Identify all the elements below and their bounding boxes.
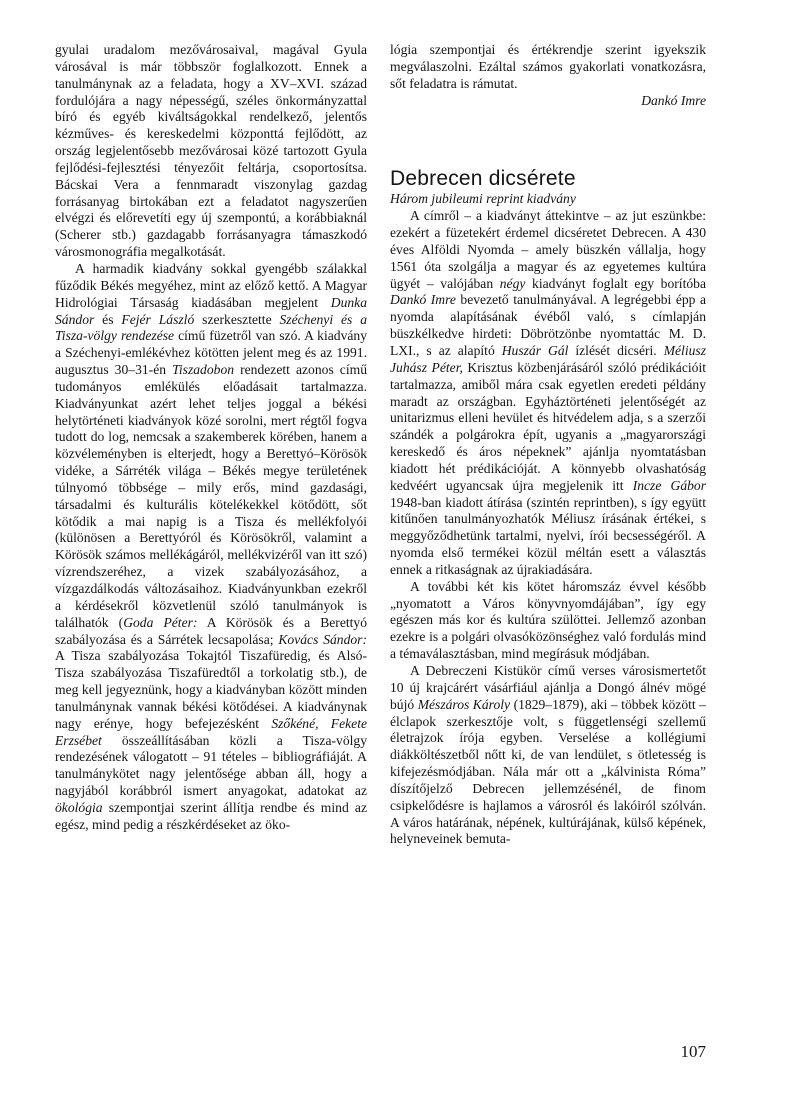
- paragraph-continuation: lógia szempontjai és értékrendje szerint igyekszik megválaszolni. Ezáltal számos gyakorlati vonatkozásra, sőt feladatra is rámutat.: [390, 42, 706, 91]
- article-heading: Debrecen dicsérete: [390, 167, 576, 191]
- paragraph-tovabbi: A további két kis kötet háromszáz évvel később „nyomatott a Város könyvnyomdájában”, így egy egészen más kor és kultúra szülöttei. Jellemző azonban ezekre is a polgári olvasóközönséghez való fordulás mind a témaválasztásban, mind megírásuk módjában.: [390, 578, 706, 662]
- paragraph-tisza-volgy: A harmadik kiadvány sokkal gyengébb szálakkal fűződik Békés megyéhez, mint az előző kettő. A Magyar Hidrológiai Társaság kiadásában megjelent Dunka Sándor és Fejér László szerkesztette Széchenyi és a Tisza-völgy rendezése című füzetről van szó. A kiadvány a Széchenyi-emlékévhez kötötten jelent meg és az 1991. augusztus 30–31-én Tiszadobon rendezett azonos című tudományos emlékülés előadásait tartalmazza. Kiadványunkat azért lehet teljes joggal a békési helytörténeti kiadványok közé sorolni, mert régtől fogva tudott do log, nemcsak a szakemberek körében, hanem a közvéleményben is elterjedt, hogy a Berettyó–Körösök vidéke, a Sárréték világa – Békés megye területének túlnyomó többsége – mily erős, mind gazdasági, társadalmi és kulturális kötelékekkel kötődött, sőt kötődik a mai napig is a Tisza és mellékfolyói (különösen a Berettyóról és Körösökről, valamint a Körösök számos mellékágáról, mellékvizéről van itt szó) vízrendszeréhez, a vizek szabályozásához, a vízgazdálkodás változásaihoz. Kiadványunkban ezekről a kérdésekről közvetlenül szóló tanulmányok is találhatók (Goda Péter: A Körösök és a Berettyó szabályozása és a Sárrétek lecsapolása; Kovács Sándor: A Tisza szabályozása Tokajtól Tiszafüredig, és Alsó-Tisza szabályozása Tiszafüredtől a torkolatig stb.), de meg kell jegyeznünk, hogy a kiadványban között minden tanulmánynak vannak békési kötődései. A kiadványnak nagy erénye, hogy befejezésként Szőkéné, Fekete Erzsébet összeállításában közli a Tisza-völgy rendezésének válogatott – 91 tételes – bibliográfiáját. A tanulmánykötet nagy jelentősége abban áll, hogy a nagyjából korábbról ismert anyagokat, adatokat az ökológia szempontjai szerint állítja rendbe és mind az egész, mind pedig a részkérdéseket az öko-: [55, 260, 368, 832]
- page-number: 107: [680, 1042, 706, 1061]
- right-column: [390, 42, 706, 848]
- author-signature: Dankó Imre: [641, 92, 706, 108]
- article-subtitle: Három jubileumi reprint kiadvány: [390, 191, 576, 207]
- paragraph-cimrol: A címről – a kiadványt áttekintve – az jut eszünkbe: ezekért a füzetekért érdemel dicséretet Debrecen. A 430 éves Alföldi Nyomda – amely büszkén vállalja, hogy 1561 óta szolgálja a magyar és az egyetemes kultúra ügyét – valójában négy kiadványt foglalt egy borítóba Dankó Imre bevezető tanulmányával. A legrégebbi épp a nyomda alapításának évéből való, s címlapján büszkélkedve hirdeti: Döbrötzönbe nyomtattác M. D. LXI., s az alapító Huszár Gál ízlését dicséri. Méliusz Juhász Péter, Krisztus közbenjárásáról szóló prédikációit tartalmazza, amiből mára csak egyetlen eredeti példány maradt az országban. Egyháztörténeti jelentőségét az unitarizmus elleni hevület és hitvédelem adja, s a szerzői szándék a polgárokra épít, ugyanis a „magyarországi kereskedő és áros népeknek” ajánlja nyomtatásban kiadott hét prédikációját. A könnyebb olvashatóság kedvéért ugyancsak újra megjelenik itt Incze Gábor 1948-ban kiadott átírása (szintén reprintben), s így együtt kitűnően tanulmányozhatók Méliusz írásának értékei, s meggyőződhetünk tartalmi, nyelvi, írói becsességéről. A nyomda első termékei közül méltán esett a választás ennek a ritkaságnak az újrakiadására.: [390, 208, 706, 577]
- paragraph-gyula: gyulai uradalom mezővárosaival, magával Gyula városával is már többször foglalkozott. Ennek a tanulmánynak az a feladata, hogy a XV–XVI. század fordulójára a nagy népességű, széles önkormányzattal bíró és egyéb kiváltságokkal rendelkező, jelentős kézműves- és kereskedelmi központtá fejlődött, az ország legjelentősebb mezővárosai közé tartozott Gyula fejlődési-fejlesztési tényezőit feltárja, csoportosítsa. Bácskai Vera a fennmaradt viszonylag gazdag forrásanyag birtokában ezt a feladatot nagyszerűen elvégzi és előrevetíti egy új szempontú, a korábbiaknál (Scherer stb.) gazdagabb forrásanyagra támaszkodó városmonográfia megalkotását.: [55, 42, 367, 260]
- left-column: [55, 42, 367, 834]
- paragraph-kistukor: A Debreczeni Kistükör című verses városismertetőt 10 új krajcárért vásárfiául ajánlja a Dongó álnév mögé bújó Mészáros Károly (1829–1879), aki – többek között – élclapok szerkesztője volt, s függetlenségi szellemű életrajzok írója egyben. Verselése a kollégiumi diákköltészetből nőtt ki, de van lendület, s ötletesség is kifejezésmódjában. Nála már ott a „kálvinista Róma” díszítőjelző Debrecen jellemzésénél, de finom csipkelődésre is hajlamos a városról és lakóiról szólván. A város határának, népének, kultúrájának, külső képének, helyneveinek bemuta-: [390, 663, 706, 847]
